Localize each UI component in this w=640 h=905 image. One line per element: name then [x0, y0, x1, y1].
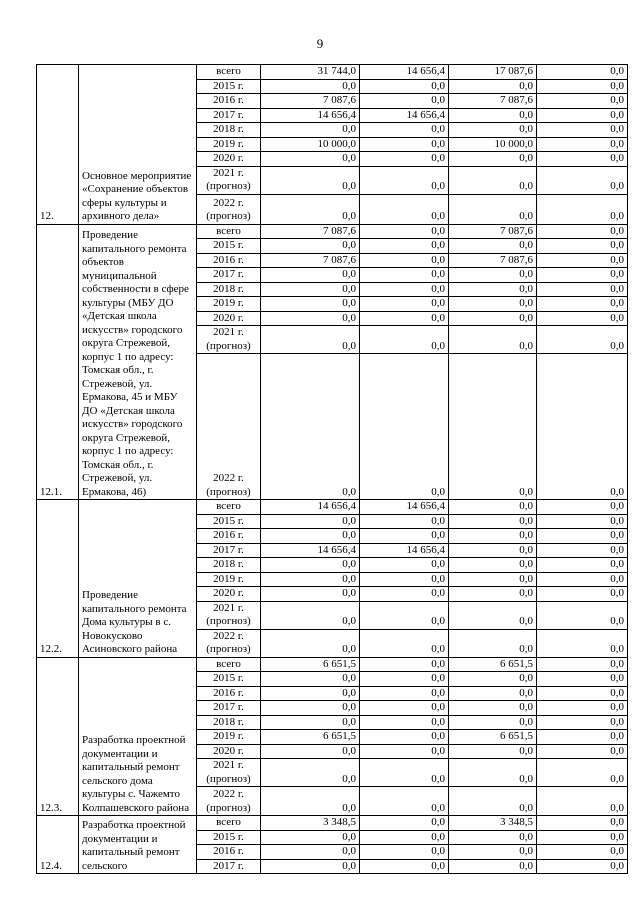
federal-cell: 0,0 — [360, 629, 449, 657]
section-number: 12. — [37, 65, 79, 225]
total-cell: 0,0 — [261, 166, 360, 194]
period-cell: 2021 г. (прогноз) — [197, 326, 261, 354]
section-number: 12.1. — [37, 224, 79, 500]
regional-cell: 0,0 — [449, 686, 537, 701]
period-cell: 2019 г. — [197, 297, 261, 312]
federal-cell: 0,0 — [360, 152, 449, 167]
local-cell: 0,0 — [537, 194, 628, 224]
local-cell: 0,0 — [537, 601, 628, 629]
total-cell: 0,0 — [261, 744, 360, 759]
federal-cell: 14 656,4 — [360, 65, 449, 80]
period-cell: всего — [197, 816, 261, 831]
local-cell: 0,0 — [537, 311, 628, 326]
period-cell: 2019 г. — [197, 730, 261, 745]
total-cell: 0,0 — [261, 297, 360, 312]
local-cell: 0,0 — [537, 744, 628, 759]
federal-cell: 14 656,4 — [360, 543, 449, 558]
total-cell: 0,0 — [261, 79, 360, 94]
federal-cell: 0,0 — [360, 558, 449, 573]
local-cell: 0,0 — [537, 787, 628, 816]
regional-cell: 17 087,6 — [449, 65, 537, 80]
federal-cell: 0,0 — [360, 587, 449, 602]
total-cell: 0,0 — [261, 845, 360, 860]
period-cell: 2022 г. (прогноз) — [197, 787, 261, 816]
local-cell: 0,0 — [537, 672, 628, 687]
local-cell: 0,0 — [537, 715, 628, 730]
period-cell: всего — [197, 500, 261, 515]
section-name: Основное мероприятие «Сохранение объектов сферы культуры и архивного дела» — [79, 65, 197, 225]
federal-cell: 0,0 — [360, 239, 449, 254]
table-row — [37, 65, 628, 80]
regional-cell: 0,0 — [449, 859, 537, 874]
total-cell: 0,0 — [261, 282, 360, 297]
local-cell: 0,0 — [537, 297, 628, 312]
total-cell: 0,0 — [261, 152, 360, 167]
total-cell: 14 656,4 — [261, 543, 360, 558]
local-cell: 0,0 — [537, 759, 628, 787]
regional-cell: 0,0 — [449, 558, 537, 573]
regional-cell: 0,0 — [449, 239, 537, 254]
federal-cell: 0,0 — [360, 529, 449, 544]
period-cell: 2016 г. — [197, 94, 261, 109]
federal-cell: 14 656,4 — [360, 108, 449, 123]
total-cell: 0,0 — [261, 194, 360, 224]
period-cell: 2020 г. — [197, 587, 261, 602]
regional-cell: 0,0 — [449, 701, 537, 716]
federal-cell: 0,0 — [360, 601, 449, 629]
local-cell: 0,0 — [537, 830, 628, 845]
period-cell: 2017 г. — [197, 108, 261, 123]
local-cell: 0,0 — [537, 686, 628, 701]
regional-cell: 6 651,5 — [449, 657, 537, 672]
period-cell: 2019 г. — [197, 572, 261, 587]
total-cell: 0,0 — [261, 601, 360, 629]
local-cell: 0,0 — [537, 166, 628, 194]
period-cell: 2020 г. — [197, 311, 261, 326]
federal-cell: 0,0 — [360, 672, 449, 687]
local-cell: 0,0 — [537, 79, 628, 94]
local-cell: 0,0 — [537, 239, 628, 254]
regional-cell: 0,0 — [449, 326, 537, 354]
period-cell: 2020 г. — [197, 744, 261, 759]
total-cell: 0,0 — [261, 759, 360, 787]
regional-cell: 0,0 — [449, 79, 537, 94]
federal-cell: 14 656,4 — [360, 500, 449, 515]
period-cell: 2022 г. (прогноз) — [197, 194, 261, 224]
local-cell: 0,0 — [537, 859, 628, 874]
section-name: Проведение капитального ремонта объектов муниципальной собственности в сфере культуры (МБУ ДО «Детская школа искусств» городского округа Стрежевой, корпус 1 по адресу: Томская обл., г. Стрежевой, ул. Ермакова, 45 и МБУ ДО «Детская школа искусств» городского округа Стрежевой, корпус 1 по адресу: Томская обл., г. Стрежевой, ул. Ермакова, 46) — [79, 224, 197, 500]
total-cell: 0,0 — [261, 529, 360, 544]
federal-cell: 0,0 — [360, 123, 449, 138]
regional-cell: 0,0 — [449, 715, 537, 730]
period-cell: 2016 г. — [197, 529, 261, 544]
local-cell: 0,0 — [537, 514, 628, 529]
regional-cell: 0,0 — [449, 572, 537, 587]
federal-cell: 0,0 — [360, 686, 449, 701]
total-cell: 0,0 — [261, 715, 360, 730]
section-name: Разработка проектной документации и капитальный ремонт сельского дома культуры с. Чажемто Колпашевского района — [79, 657, 197, 816]
local-cell: 0,0 — [537, 94, 628, 109]
regional-cell: 0,0 — [449, 759, 537, 787]
local-cell: 0,0 — [537, 500, 628, 515]
section-number: 12.4. — [37, 816, 79, 874]
regional-cell: 0,0 — [449, 194, 537, 224]
period-cell: 2016 г. — [197, 686, 261, 701]
total-cell: 0,0 — [261, 239, 360, 254]
period-cell: 2019 г. — [197, 137, 261, 152]
federal-cell: 0,0 — [360, 701, 449, 716]
federal-cell: 0,0 — [360, 311, 449, 326]
regional-cell: 0,0 — [449, 152, 537, 167]
regional-cell: 0,0 — [449, 268, 537, 283]
period-cell: 2022 г. (прогноз) — [197, 354, 261, 500]
total-cell: 0,0 — [261, 326, 360, 354]
regional-cell: 0,0 — [449, 529, 537, 544]
federal-cell: 0,0 — [360, 166, 449, 194]
table-row — [37, 500, 628, 515]
federal-cell: 0,0 — [360, 282, 449, 297]
federal-cell: 0,0 — [360, 194, 449, 224]
regional-cell: 7 087,6 — [449, 224, 537, 239]
regional-cell: 10 000,0 — [449, 137, 537, 152]
section-name: Проведение капитального ремонта Дома культуры в с. Новокусково Асиновского района — [79, 500, 197, 658]
federal-cell: 0,0 — [360, 326, 449, 354]
total-cell: 6 651,5 — [261, 730, 360, 745]
total-cell: 0,0 — [261, 572, 360, 587]
total-cell: 0,0 — [261, 311, 360, 326]
local-cell: 0,0 — [537, 123, 628, 138]
federal-cell: 0,0 — [360, 830, 449, 845]
local-cell: 0,0 — [537, 816, 628, 831]
period-cell: 2017 г. — [197, 701, 261, 716]
federal-cell: 0,0 — [360, 514, 449, 529]
regional-cell: 0,0 — [449, 354, 537, 500]
total-cell: 0,0 — [261, 123, 360, 138]
table-row — [37, 816, 628, 831]
local-cell: 0,0 — [537, 326, 628, 354]
total-cell: 0,0 — [261, 701, 360, 716]
local-cell: 0,0 — [537, 543, 628, 558]
total-cell: 7 087,6 — [261, 253, 360, 268]
federal-cell: 0,0 — [360, 845, 449, 860]
period-cell: 2021 г. (прогноз) — [197, 759, 261, 787]
total-cell: 6 651,5 — [261, 657, 360, 672]
regional-cell: 7 087,6 — [449, 253, 537, 268]
local-cell: 0,0 — [537, 152, 628, 167]
period-cell: 2020 г. — [197, 152, 261, 167]
total-cell: 10 000,0 — [261, 137, 360, 152]
regional-cell: 0,0 — [449, 108, 537, 123]
regional-cell: 0,0 — [449, 514, 537, 529]
local-cell: 0,0 — [537, 845, 628, 860]
local-cell: 0,0 — [537, 587, 628, 602]
budget-table — [36, 64, 628, 874]
federal-cell: 0,0 — [360, 572, 449, 587]
local-cell: 0,0 — [537, 108, 628, 123]
period-cell: 2017 г. — [197, 268, 261, 283]
section-number: 12.2. — [37, 500, 79, 658]
period-cell: 2017 г. — [197, 859, 261, 874]
total-cell: 0,0 — [261, 686, 360, 701]
local-cell: 0,0 — [537, 629, 628, 657]
total-cell: 0,0 — [261, 629, 360, 657]
total-cell: 0,0 — [261, 268, 360, 283]
regional-cell: 6 651,5 — [449, 730, 537, 745]
period-cell: 2021 г. (прогноз) — [197, 166, 261, 194]
section-name: Разработка проектной документации и капитальный ремонт сельского — [79, 816, 197, 874]
total-cell: 0,0 — [261, 354, 360, 500]
total-cell: 14 656,4 — [261, 500, 360, 515]
period-cell: 2018 г. — [197, 715, 261, 730]
federal-cell: 0,0 — [360, 715, 449, 730]
local-cell: 0,0 — [537, 657, 628, 672]
regional-cell: 7 087,6 — [449, 94, 537, 109]
regional-cell: 0,0 — [449, 500, 537, 515]
period-cell: 2016 г. — [197, 253, 261, 268]
regional-cell: 0,0 — [449, 166, 537, 194]
total-cell: 0,0 — [261, 830, 360, 845]
regional-cell: 0,0 — [449, 311, 537, 326]
local-cell: 0,0 — [537, 529, 628, 544]
total-cell: 0,0 — [261, 787, 360, 816]
period-cell: всего — [197, 224, 261, 239]
local-cell: 0,0 — [537, 701, 628, 716]
total-cell: 3 348,5 — [261, 816, 360, 831]
total-cell: 31 744,0 — [261, 65, 360, 80]
regional-cell: 0,0 — [449, 297, 537, 312]
period-cell: всего — [197, 657, 261, 672]
regional-cell: 0,0 — [449, 787, 537, 816]
federal-cell: 0,0 — [360, 759, 449, 787]
federal-cell: 0,0 — [360, 787, 449, 816]
period-cell: 2015 г. — [197, 239, 261, 254]
federal-cell: 0,0 — [360, 137, 449, 152]
section-number: 12.3. — [37, 657, 79, 816]
period-cell: 2015 г. — [197, 672, 261, 687]
period-cell: 2015 г. — [197, 79, 261, 94]
regional-cell: 0,0 — [449, 629, 537, 657]
total-cell: 7 087,6 — [261, 94, 360, 109]
total-cell: 0,0 — [261, 558, 360, 573]
regional-cell: 3 348,5 — [449, 816, 537, 831]
local-cell: 0,0 — [537, 268, 628, 283]
federal-cell: 0,0 — [360, 94, 449, 109]
federal-cell: 0,0 — [360, 253, 449, 268]
local-cell: 0,0 — [537, 65, 628, 80]
regional-cell: 0,0 — [449, 601, 537, 629]
table-row — [37, 224, 628, 239]
total-cell: 0,0 — [261, 672, 360, 687]
period-cell: 2017 г. — [197, 543, 261, 558]
federal-cell: 0,0 — [360, 744, 449, 759]
local-cell: 0,0 — [537, 253, 628, 268]
local-cell: 0,0 — [537, 282, 628, 297]
period-cell: 2018 г. — [197, 282, 261, 297]
local-cell: 0,0 — [537, 572, 628, 587]
local-cell: 0,0 — [537, 224, 628, 239]
regional-cell: 0,0 — [449, 744, 537, 759]
federal-cell: 0,0 — [360, 354, 449, 500]
federal-cell: 0,0 — [360, 79, 449, 94]
period-cell: 2018 г. — [197, 123, 261, 138]
total-cell: 0,0 — [261, 859, 360, 874]
federal-cell: 0,0 — [360, 816, 449, 831]
federal-cell: 0,0 — [360, 730, 449, 745]
total-cell: 0,0 — [261, 514, 360, 529]
local-cell: 0,0 — [537, 137, 628, 152]
total-cell: 14 656,4 — [261, 108, 360, 123]
local-cell: 0,0 — [537, 730, 628, 745]
regional-cell: 0,0 — [449, 543, 537, 558]
table-row — [37, 657, 628, 672]
period-cell: всего — [197, 65, 261, 80]
total-cell: 0,0 — [261, 587, 360, 602]
period-cell: 2015 г. — [197, 830, 261, 845]
regional-cell: 0,0 — [449, 587, 537, 602]
federal-cell: 0,0 — [360, 268, 449, 283]
period-cell: 2022 г. (прогноз) — [197, 629, 261, 657]
federal-cell: 0,0 — [360, 657, 449, 672]
total-cell: 7 087,6 — [261, 224, 360, 239]
federal-cell: 0,0 — [360, 859, 449, 874]
regional-cell: 0,0 — [449, 672, 537, 687]
period-cell: 2021 г. (прогноз) — [197, 601, 261, 629]
regional-cell: 0,0 — [449, 845, 537, 860]
page-number: 9 — [316, 36, 324, 51]
regional-cell: 0,0 — [449, 282, 537, 297]
local-cell: 0,0 — [537, 354, 628, 500]
local-cell: 0,0 — [537, 558, 628, 573]
federal-cell: 0,0 — [360, 224, 449, 239]
period-cell: 2018 г. — [197, 558, 261, 573]
regional-cell: 0,0 — [449, 123, 537, 138]
federal-cell: 0,0 — [360, 297, 449, 312]
regional-cell: 0,0 — [449, 830, 537, 845]
period-cell: 2015 г. — [197, 514, 261, 529]
period-cell: 2016 г. — [197, 845, 261, 860]
